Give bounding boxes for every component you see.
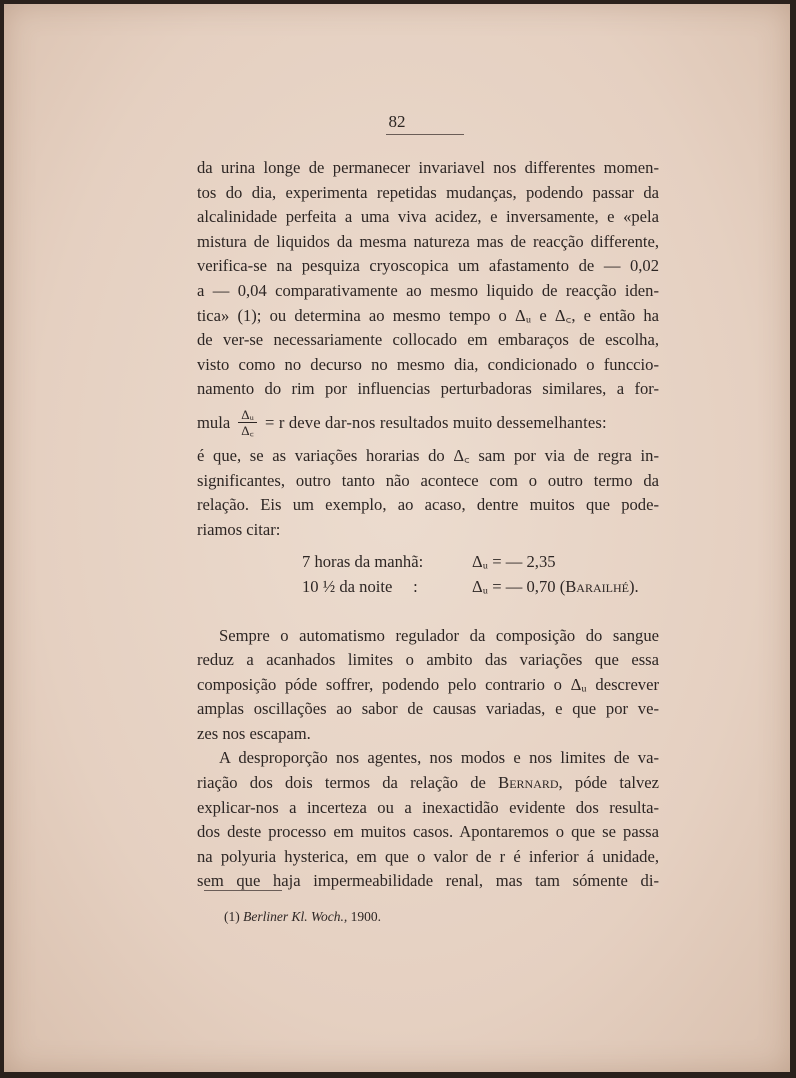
text-line: namento do rim por influencias perturbadoras similares, a for- (197, 379, 659, 399)
text-line: alcalinidade perfeita a uma viva acidez, e inversamente, e «pela (197, 207, 659, 227)
example-value-group (472, 575, 639, 600)
book-page (4, 4, 790, 1072)
text-line: tos do dia, experimenta repetidas mudanças, podendo passar da (197, 182, 659, 202)
footnote-source: Berliner Kl. Woch., (243, 909, 348, 924)
text-line: dos deste processo em muitos casos. Apontaremos o que se passa (197, 822, 659, 842)
text-line: relação. Eis um exemplo, ao acaso, dentre muitos que pode- (197, 495, 659, 515)
text-line: composição póde soffrer, podendo pelo contrario o Δᵤ descrever (197, 674, 659, 694)
text-line: reduz a acanhados limites o ambito das variações que essa (197, 650, 659, 670)
text-fragment: riação dos dois termos da relação de (197, 773, 486, 793)
text-line: Sempre o automatismo regulador da composição do sangue (219, 625, 659, 645)
example-time: 10 ½ da noite : (302, 576, 418, 596)
example-value: Δᵤ = — 2,35 (472, 552, 556, 572)
paragraph-gap (197, 610, 659, 624)
fraction (238, 407, 257, 438)
text-fragment: , póde talvez (558, 773, 659, 793)
example-value: Δᵤ = — 0,70 ( (472, 576, 566, 596)
text-line: tica» (1); ou determina ao mesmo tempo o Δᵤ e Δ꜀, e então ha (197, 305, 659, 325)
text-line: visto como no decurso no mesmo dia, condicionado o funccio- (197, 354, 659, 374)
formula-prefix: mula (197, 412, 231, 432)
text-line: verifica-se na pesquiza cryoscopica um afastamento de — 0,02 (197, 256, 659, 276)
text-line: de ver-se necessariamente collocado em embaraços de escolha, (197, 330, 659, 350)
example-row (197, 550, 659, 575)
text-line: mistura de liquidos da mesma natureza mas de reacção differente, (197, 231, 659, 251)
text-line: sem que haja impermeabilidade renal, mas tam sómente di- (197, 871, 659, 891)
text-line: na polyuria hysterica, em que o valor de r é inferior á unidade, (197, 846, 659, 866)
fraction-numerator: Δᵤ (238, 407, 257, 423)
footnote-year: 1900. (350, 909, 381, 924)
text-line: riamos citar: (197, 519, 281, 539)
text-line: explicar-nos a incerteza ou a inexactidão evidente dos resulta- (197, 797, 659, 817)
text-line: é que, se as variações horarias do Δ꜀ sam por via de regra in- (197, 445, 659, 465)
formula-line (197, 402, 659, 444)
formula-suffix: = r deve dar-nos resultados muito dessemelhantes: (265, 412, 607, 432)
body-text (197, 156, 659, 894)
example-time: 7 horas da manhã: (302, 552, 424, 572)
page-number-rule (386, 134, 464, 135)
text-line: significantes, outro tanto não acontece com o outro termo da (197, 470, 659, 490)
example-source: Barailhé). (565, 576, 639, 596)
text-line: A desproporção nos agentes, nos modos e nos limites de va- (219, 748, 659, 768)
fraction-denominator: Δ꜀ (241, 423, 255, 439)
examples-table (197, 550, 659, 599)
footnote (224, 909, 381, 925)
text-line: a — 0,04 comparativamente ao mesmo liquido de reacção iden- (197, 280, 659, 300)
footnote-rule (204, 890, 282, 891)
text-line: amplas oscillações ao sabor de causas variadas, e que por ve- (197, 699, 659, 719)
example-row (197, 575, 659, 600)
footnote-marker: (1) (224, 909, 240, 924)
text-line: zes nos escapam. (197, 723, 311, 743)
text-line (197, 771, 659, 796)
text-line: da urina longe de permanecer invariavel nos differentes momen- (197, 158, 659, 177)
page-number: 82 (388, 112, 406, 131)
author-name: Bernard (498, 773, 559, 793)
